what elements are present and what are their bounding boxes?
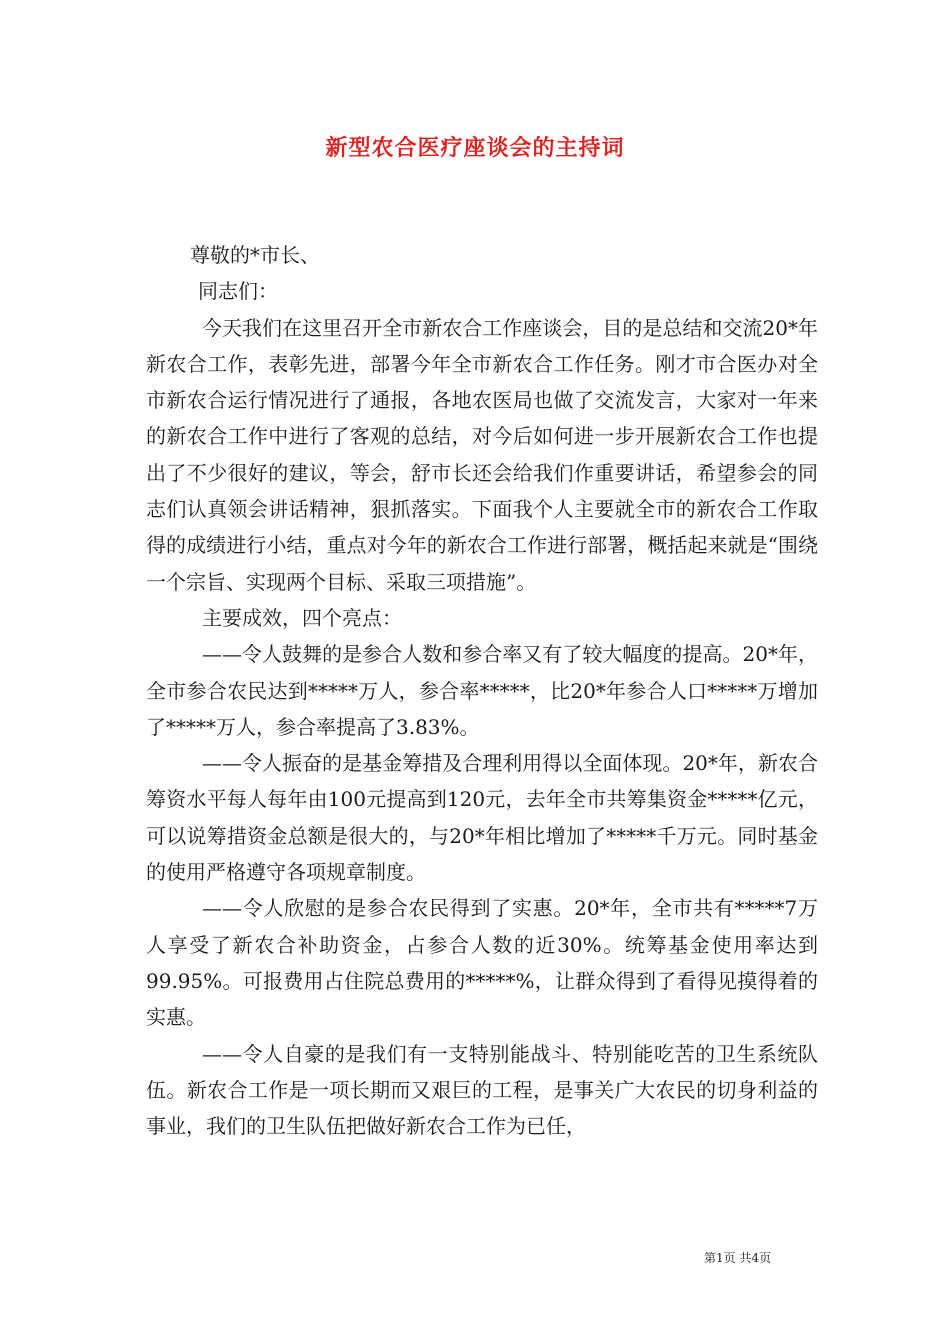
highlight-paragraph-4: ——令人自豪的是我们有一支特别能战斗、特别能吃苦的卫生系统队伍。新农合工作是一项长期而又艰巨的工程，是事关广大农民的切身利益的事业，我们的卫生队伍把做好新农合工作为已任， xyxy=(146,1041,818,1139)
page-number-footer: 第1页 共4页 xyxy=(704,1251,772,1265)
intro-paragraph: 今天我们在这里召开全市新农合工作座谈会，目的是总结和交流20*年新农合工作，表彰先进，部署今年全市新农合工作任务。刚才市合医办对全市新农合运行情况进行了通报，各地农医局也做了交流发言，大家对一年来的新农合工作中进行了客观的总结，对今后如何进一步开展新农合工作也提出了不少很好的建议，等会，舒市长还会给我们作重要讲话，希望参会的同志们认真领会讲话精神，狠抓落实。下面我个人主要就全市的新农合工作取得的成绩进行小结，重点对今年的新农合工作进行部署，概括起来就是“围绕一个宗旨、实现两个目标、采取三项措施”。 xyxy=(146,315,818,594)
page-title: 新型农合医疗座谈会的主持词 xyxy=(325,135,625,161)
document-body xyxy=(146,237,818,1144)
highlight-paragraph-2: ——令人振奋的是基金筹措及合理利用得以全面体现。20*年，新农合筹资水平每人每年由100元提高到120元，去年全市共筹集资金*****亿元，可以说筹措资金总额是很大的，与20*年相比增加了*****千万元。同时基金的使用严格遵守各项规章制度。 xyxy=(146,751,818,885)
section-heading: 主要成效，四个亮点： xyxy=(202,605,402,630)
highlight-paragraph-1: ——令人鼓舞的是参合人数和参合率又有了较大幅度的提高。20*年，全市参合农民达到*****万人，参合率*****，比20*年参合人口*****万增加了*****万人，参合率提高了3.83%。 xyxy=(146,642,818,739)
salutation-line-1: 尊敬的*市长、 xyxy=(190,243,320,267)
salutation-line-2: 同志们： xyxy=(198,279,278,304)
highlight-paragraph-3: ——令人欣慰的是参合农民得到了实惠。20*年，全市共有*****7万人享受了新农合补助资金，占参合人数的近30%。统筹基金使用率达到99.95%。可报费用占住院总费用的*****%，让群众得到了看得见摸得着的实惠。 xyxy=(146,896,818,1030)
